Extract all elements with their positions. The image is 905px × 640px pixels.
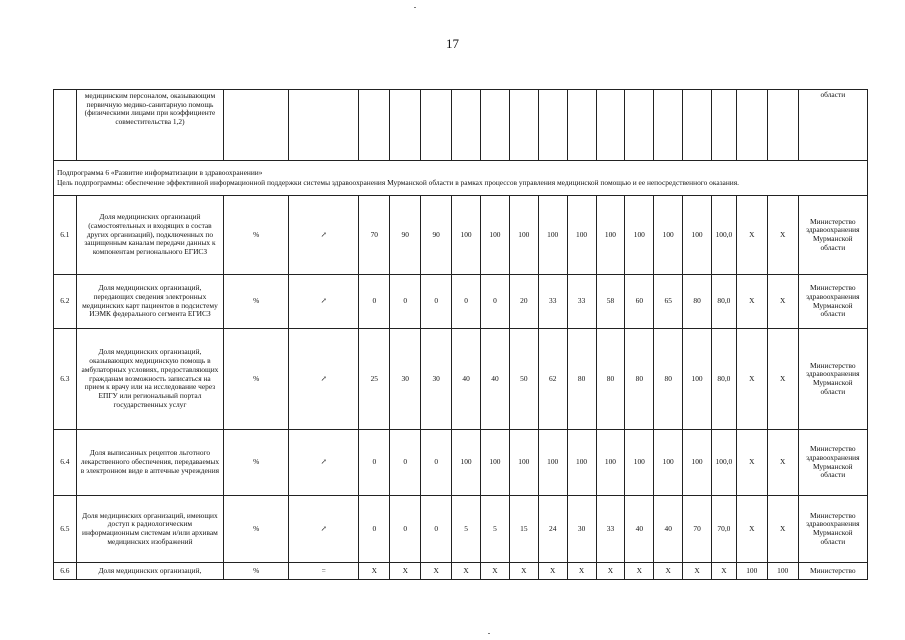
unit-cell: % xyxy=(224,430,289,496)
responsible-cell: Министерство xyxy=(798,563,867,580)
value-cell: 100 xyxy=(538,196,567,275)
unit-cell: % xyxy=(224,563,289,580)
trend-cell: ↗ xyxy=(289,275,359,329)
value-cell: 33 xyxy=(567,275,596,329)
row-number: 6.1 xyxy=(54,196,77,275)
value-cell: X xyxy=(736,496,767,563)
value-cell: 0 xyxy=(421,275,452,329)
value-cell: 100 xyxy=(481,430,510,496)
value-cell: 90 xyxy=(421,196,452,275)
unit-cell: % xyxy=(224,275,289,329)
value-cell: X xyxy=(625,563,654,580)
value-cell: 24 xyxy=(538,496,567,563)
row-number: 6.2 xyxy=(54,275,77,329)
value-cell: 40 xyxy=(481,329,510,430)
value-cell: X xyxy=(654,563,683,580)
trend-cell: ↗ xyxy=(289,329,359,430)
value-cell: X xyxy=(452,563,481,580)
unit-cell: % xyxy=(224,196,289,275)
value-cell: 0 xyxy=(390,430,421,496)
row-number: 6.5 xyxy=(54,496,77,563)
indicator-name: Доля выписанных рецептов льготного лекарственного обеспечения, передаваемых в электронном виде в аптечные учреждения xyxy=(76,430,224,496)
value-cell: 100 xyxy=(736,563,767,580)
table-row xyxy=(54,275,868,329)
value-cell: 80 xyxy=(683,275,712,329)
value-cell: 15 xyxy=(509,496,538,563)
value-cell: 40 xyxy=(654,496,683,563)
value-cell: X xyxy=(596,563,625,580)
page-number: 17 xyxy=(446,36,459,51)
value-cell: X xyxy=(767,496,798,563)
value-cell: 80 xyxy=(567,329,596,430)
value-cell: 100 xyxy=(654,196,683,275)
value-cell: 80 xyxy=(654,329,683,430)
scan-speck xyxy=(488,633,490,634)
unit-cell: % xyxy=(224,329,289,430)
value-cell: X xyxy=(736,196,767,275)
value-cell: 80 xyxy=(596,329,625,430)
indicator-name: Доля медицинских организаций, оказывающих медицинскую помощь в амбулаторных условиях, предоставляющих гражданам возможность записаться на прием к врачу или на исследование через ЕПГУ или региональный портал государственных услуг xyxy=(76,329,224,430)
trend-cell: ↗ xyxy=(289,496,359,563)
responsible-cell: Министерство здравоохранения Мурманской области xyxy=(798,329,867,430)
value-cell: X xyxy=(767,196,798,275)
value-cell: X xyxy=(736,275,767,329)
value-cell: 33 xyxy=(538,275,567,329)
value-cell: 50 xyxy=(509,329,538,430)
value-cell: X xyxy=(390,563,421,580)
trend-cell: = xyxy=(289,563,359,580)
value-cell: 20 xyxy=(509,275,538,329)
value-cell: 70,0 xyxy=(712,496,737,563)
continuation-responsible: области xyxy=(798,90,867,161)
value-cell: 80,0 xyxy=(712,275,737,329)
value-cell: 58 xyxy=(596,275,625,329)
value-cell: 0 xyxy=(452,275,481,329)
value-cell: 30 xyxy=(390,329,421,430)
responsible-cell: Министерство здравоохранения Мурманской области xyxy=(798,275,867,329)
table-row xyxy=(54,196,868,275)
value-cell: X xyxy=(421,563,452,580)
value-cell: 5 xyxy=(452,496,481,563)
value-cell: 100 xyxy=(452,430,481,496)
subprogram-row xyxy=(54,161,868,196)
continuation-indicator: медицинским персоналом, оказывающим первичную медико-санитарную помощь (физическими лицами при коэффициенте совместительства 1,2) xyxy=(76,90,224,161)
value-cell: 0 xyxy=(421,430,452,496)
value-cell: 100 xyxy=(509,196,538,275)
responsible-cell: Министерство здравоохранения Мурманской области xyxy=(798,196,867,275)
value-cell: 100 xyxy=(625,196,654,275)
indicator-name: Доля медицинских организаций, имеющих доступ к радиологическим информационным системам и/или архивам медицинских изображений xyxy=(76,496,224,563)
responsible-cell: Министерство здравоохранения Мурманской области xyxy=(798,430,867,496)
table-row xyxy=(54,563,868,580)
responsible-cell: Министерство здравоохранения Мурманской области xyxy=(798,496,867,563)
table-row xyxy=(54,430,868,496)
value-cell: 90 xyxy=(390,196,421,275)
value-cell: 100 xyxy=(683,430,712,496)
value-cell: 70 xyxy=(359,196,390,275)
indicators-table xyxy=(53,89,868,580)
value-cell: 25 xyxy=(359,329,390,430)
value-cell: 0 xyxy=(390,496,421,563)
value-cell: 0 xyxy=(421,496,452,563)
subprogram-goal: Цель подпрограммы: обеспечение эффективной информационной поддержки системы здравоохранения Мурманской области в рамках процессов управления медицинской помощью и ее непосредственного оказания. xyxy=(57,178,739,187)
value-cell: 33 xyxy=(596,496,625,563)
table-row xyxy=(54,496,868,563)
trend-cell: ↗ xyxy=(289,196,359,275)
value-cell: X xyxy=(567,563,596,580)
value-cell: X xyxy=(736,430,767,496)
value-cell: 0 xyxy=(359,496,390,563)
value-cell: X xyxy=(736,329,767,430)
value-cell: 80 xyxy=(625,329,654,430)
value-cell: 62 xyxy=(538,329,567,430)
indicator-name: Доля медицинских организаций, xyxy=(76,563,224,580)
value-cell: 0 xyxy=(481,275,510,329)
value-cell: X xyxy=(767,430,798,496)
value-cell: X xyxy=(509,563,538,580)
value-cell: 100 xyxy=(567,196,596,275)
subprogram-title: Подпрограмма 6 «Развитие информатизации в здравоохранении» xyxy=(57,168,263,178)
value-cell: X xyxy=(767,275,798,329)
value-cell: 30 xyxy=(421,329,452,430)
value-cell: 100,0 xyxy=(712,430,737,496)
value-cell: X xyxy=(683,563,712,580)
row-number: 6.6 xyxy=(54,563,77,580)
value-cell: 80,0 xyxy=(712,329,737,430)
value-cell: 0 xyxy=(359,275,390,329)
value-cell: 100 xyxy=(452,196,481,275)
unit-cell: % xyxy=(224,496,289,563)
indicator-name: Доля медицинских организаций (самостоятельных и входящих в состав других организаций), подключенных по защищенным каналам передачи данных к компонентам регионального ЕГИСЗ xyxy=(76,196,224,275)
value-cell: 100 xyxy=(509,430,538,496)
value-cell: 100 xyxy=(683,196,712,275)
table-row xyxy=(54,329,868,430)
value-cell: 60 xyxy=(625,275,654,329)
value-cell: 100 xyxy=(481,196,510,275)
value-cell: 40 xyxy=(625,496,654,563)
indicator-name: Доля медицинских организаций, передающих сведения электронных медицинских карт пациентов в подсистему ИЭМК федерального сегмента ЕГИСЗ xyxy=(76,275,224,329)
value-cell: 100 xyxy=(596,430,625,496)
value-cell: X xyxy=(359,563,390,580)
value-cell: 5 xyxy=(481,496,510,563)
scan-speck xyxy=(414,7,416,8)
value-cell: 100 xyxy=(625,430,654,496)
value-cell: 100 xyxy=(596,196,625,275)
value-cell: X xyxy=(767,329,798,430)
row-number: 6.4 xyxy=(54,430,77,496)
value-cell: 0 xyxy=(359,430,390,496)
value-cell: 100 xyxy=(538,430,567,496)
value-cell: X xyxy=(538,563,567,580)
value-cell: 65 xyxy=(654,275,683,329)
continuation-row xyxy=(54,90,868,161)
value-cell: 100 xyxy=(654,430,683,496)
value-cell: 100,0 xyxy=(712,196,737,275)
value-cell: 100 xyxy=(683,329,712,430)
trend-cell: ↗ xyxy=(289,430,359,496)
value-cell: 100 xyxy=(767,563,798,580)
row-number: 6.3 xyxy=(54,329,77,430)
value-cell: X xyxy=(712,563,737,580)
value-cell: 70 xyxy=(683,496,712,563)
value-cell: 100 xyxy=(567,430,596,496)
value-cell: 0 xyxy=(390,275,421,329)
value-cell: 40 xyxy=(452,329,481,430)
value-cell: 30 xyxy=(567,496,596,563)
value-cell: X xyxy=(481,563,510,580)
